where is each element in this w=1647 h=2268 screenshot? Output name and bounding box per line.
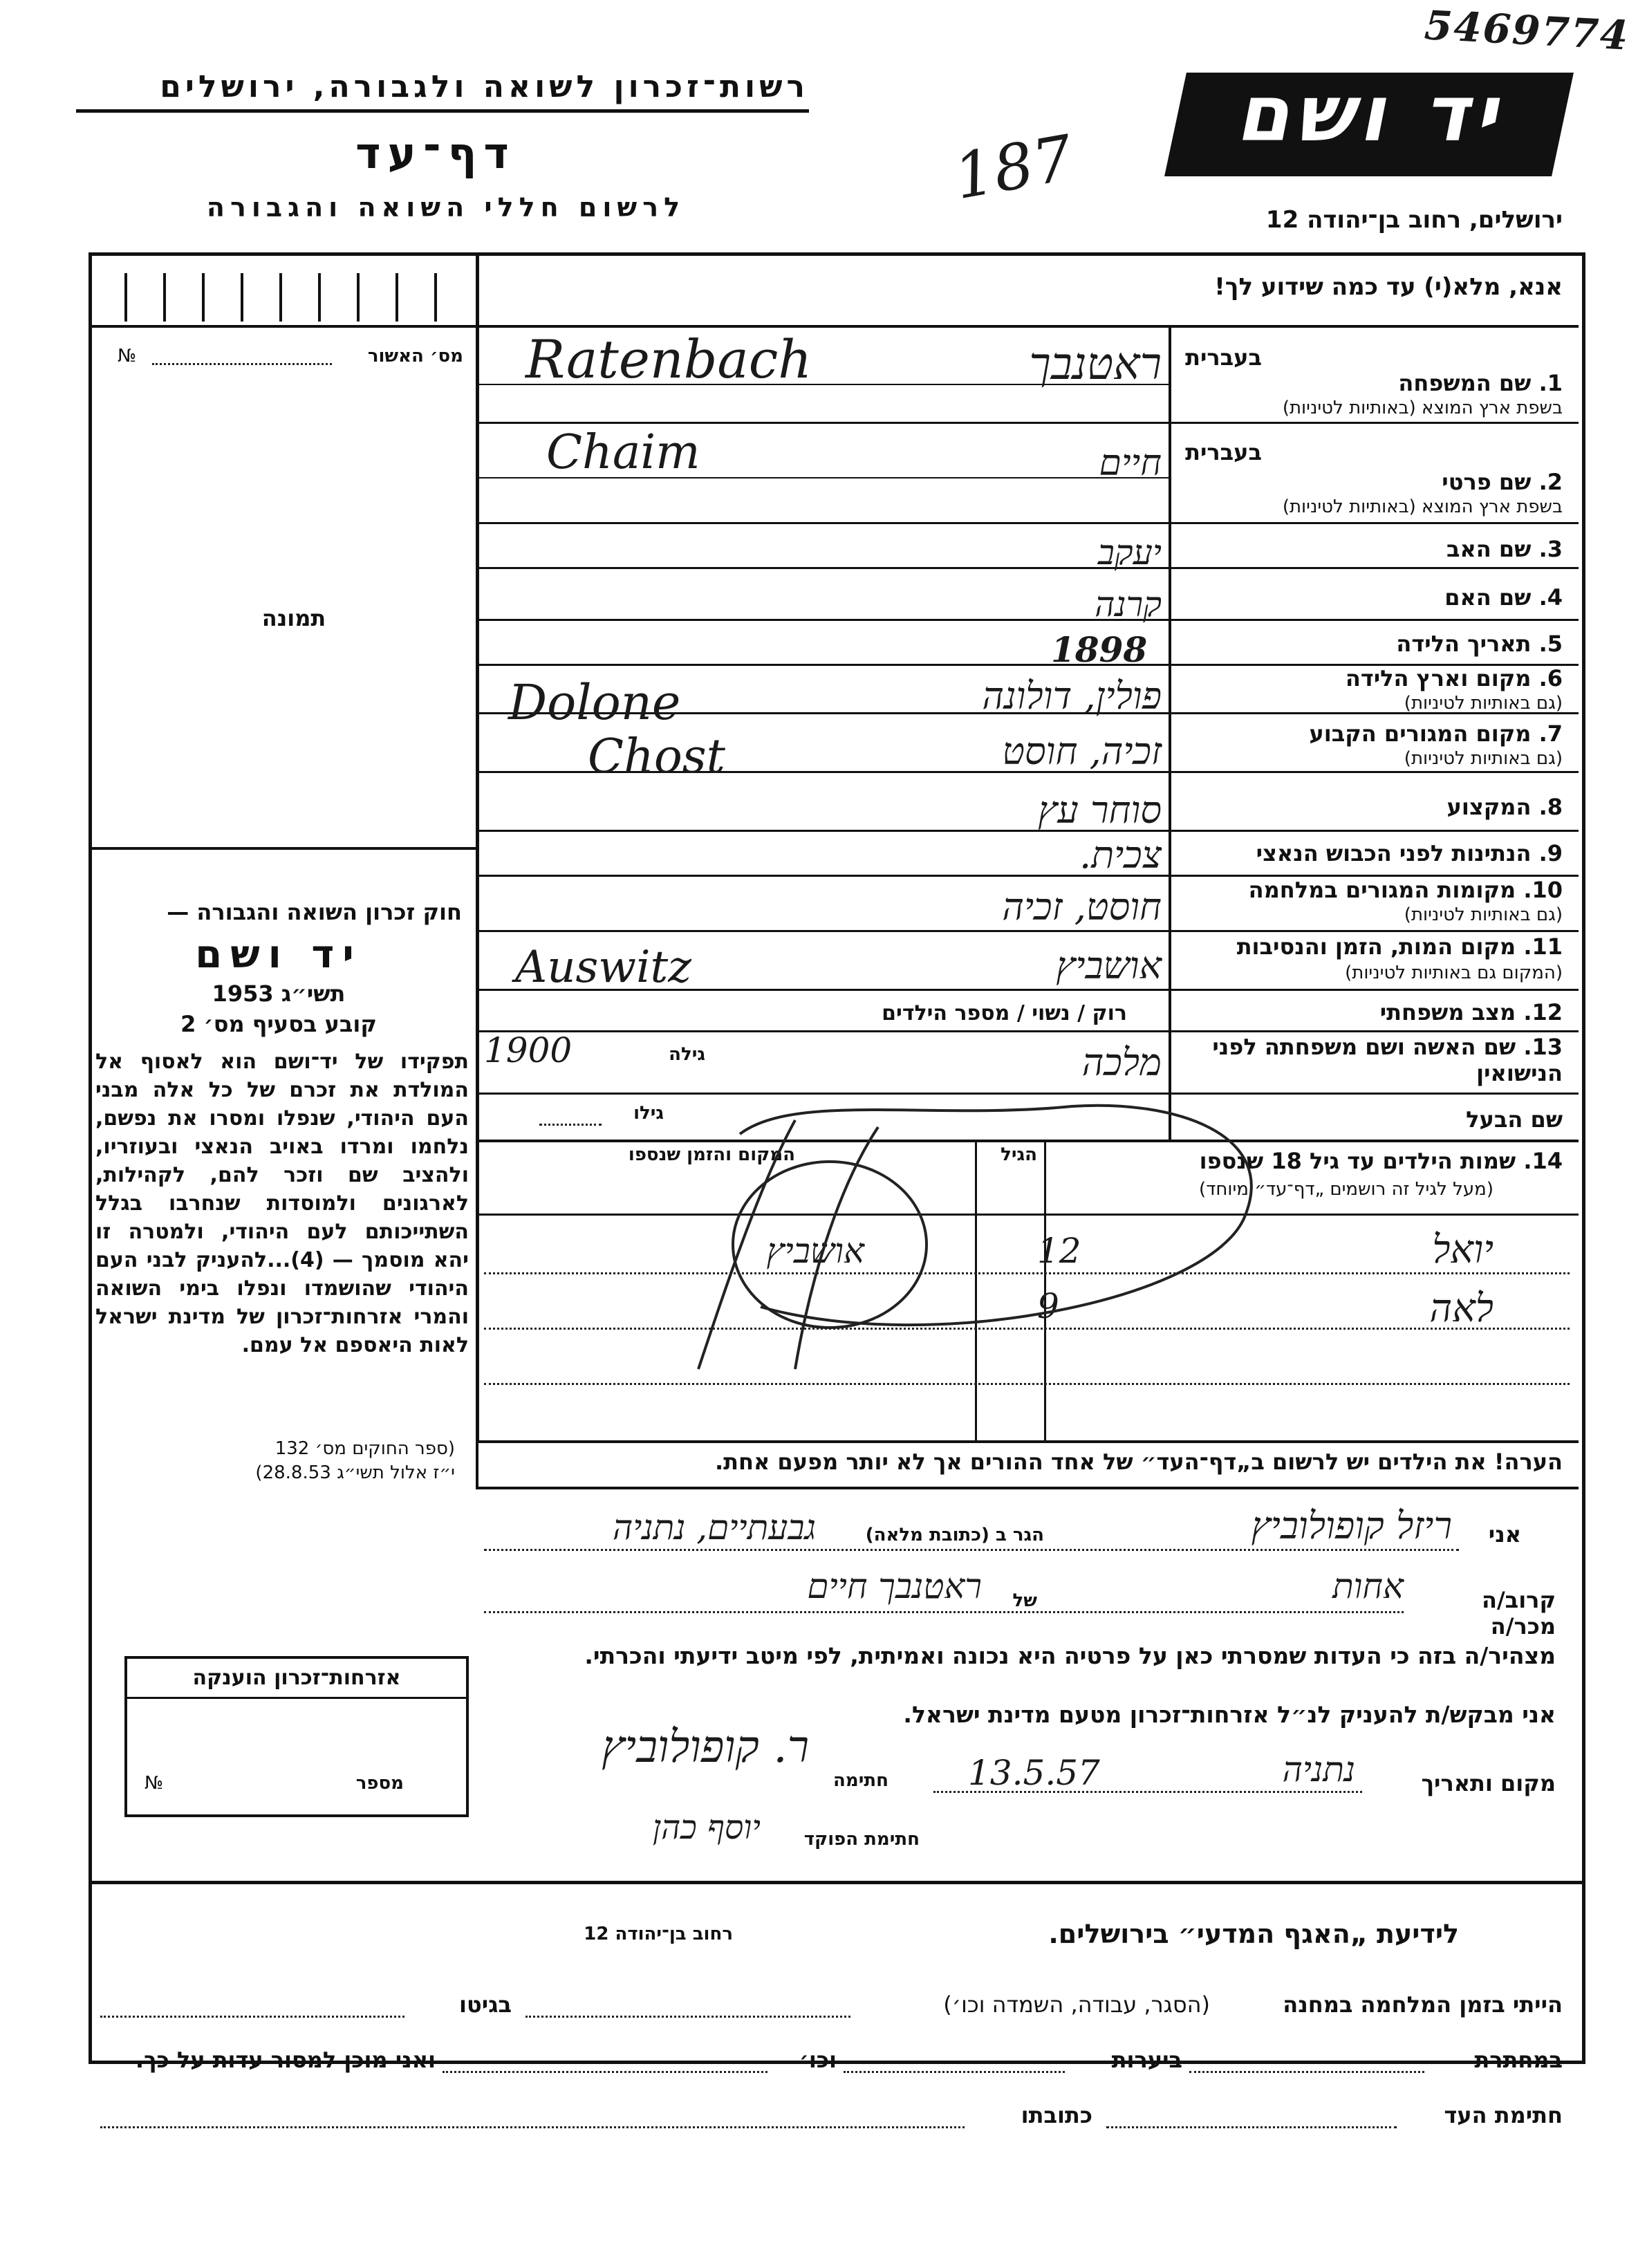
row-8-number: 8. bbox=[1538, 794, 1563, 820]
row-1-text: שם המשפחה bbox=[1398, 370, 1532, 396]
row-10-text: מקומות המגורים במלחמה bbox=[1248, 877, 1516, 903]
document-number: 5469774 bbox=[1423, 1, 1631, 59]
row-11-number: 11. bbox=[1523, 933, 1563, 960]
row-13-text: שם האשה ושם משפחתה לפני הנישואין bbox=[1212, 1034, 1563, 1086]
law-reference-2: י״ז אלול תשי״ג 28.8.53) bbox=[255, 1462, 455, 1483]
also-latin-label-6: (גם באותיות לטיניות) bbox=[1404, 693, 1563, 714]
row-line bbox=[476, 1030, 1579, 1032]
children-number: 14. bbox=[1523, 1148, 1563, 1174]
header-address: ירושלים, רחוב בן־יהודה 12 bbox=[1265, 206, 1563, 234]
first-name-hebrew[interactable]: חיים bbox=[1099, 443, 1162, 484]
row-13-number: 13. bbox=[1523, 1034, 1563, 1060]
row-line bbox=[476, 930, 1579, 932]
citizenship-number-mark: № bbox=[145, 1773, 164, 1794]
bottom-line2-field-1[interactable] bbox=[1189, 2071, 1424, 2073]
law-title: חוק זכרון השואה והגבורה — bbox=[167, 899, 462, 925]
law-section: קובע בסעיף מס׳ 2 bbox=[180, 1011, 377, 1037]
declarant-address[interactable]: גבעתיים, נתניה bbox=[612, 1507, 816, 1547]
law-reference-1: (ספר החוקים מס׳ 132 bbox=[274, 1438, 455, 1459]
children-age-header: הגיל bbox=[1001, 1144, 1037, 1165]
child-1-age[interactable]: 12 bbox=[1037, 1231, 1081, 1271]
bottom-line3-field-2[interactable] bbox=[100, 2126, 965, 2128]
bottom-line2-willing: ואני מוכן למסור עדות על כך. bbox=[135, 2047, 436, 2073]
declarant-resides-label: הגר ב (כתובת מלאה) bbox=[865, 1525, 1044, 1545]
bottom-line1-field-2[interactable] bbox=[100, 2016, 404, 2018]
death-place-hebrew[interactable]: אושביץ bbox=[1056, 944, 1162, 987]
wife-age[interactable]: 1900 bbox=[484, 1030, 573, 1070]
photo-label: תמונה bbox=[261, 605, 326, 631]
husband-age-label: גילו bbox=[633, 1103, 664, 1124]
row-4-text: שם האם bbox=[1444, 584, 1532, 611]
ink-scribbles bbox=[657, 1079, 1314, 1404]
row-5-number: 5. bbox=[1538, 631, 1563, 657]
row-8-text: המקצוע bbox=[1446, 794, 1532, 820]
bottom-address: רחוב בן־יהודה 12 bbox=[584, 1924, 733, 1944]
note-bottom-line bbox=[476, 1487, 1579, 1489]
row-5-label bbox=[1175, 631, 1563, 657]
children-place-header: המקום והזמן שנספו bbox=[628, 1144, 795, 1165]
yad-vashem-logo-text: יד ושם bbox=[1235, 69, 1503, 159]
declarant-i-label: אני bbox=[1488, 1521, 1521, 1547]
handwritten-reference: 187 bbox=[949, 121, 1079, 214]
row-2-number: 2. bbox=[1538, 469, 1563, 495]
father-name[interactable]: יעקב bbox=[1097, 532, 1162, 573]
first-name-latin[interactable]: Chaim bbox=[546, 425, 700, 480]
bottom-line1-camp: הייתי בזמן המלחמה במחנה bbox=[1283, 1991, 1563, 2018]
row-1-label bbox=[1175, 370, 1563, 396]
authority-name: רשות־זכרון לשואה ולגבורה, ירושלים bbox=[160, 69, 809, 104]
place-date-label: מקום ותאריך bbox=[1421, 1770, 1556, 1796]
bottom-line2-etc: וכו׳ bbox=[799, 2047, 837, 2073]
relation-label: קרוב/ה מכר/ה bbox=[1482, 1587, 1556, 1639]
relation-value[interactable]: אחות bbox=[1332, 1566, 1404, 1606]
citizenship-title: אזרחות־זכרון הוענקה bbox=[127, 1666, 466, 1699]
approval-number-mark: № bbox=[118, 346, 137, 366]
row-9-label bbox=[1175, 840, 1563, 866]
officer-label: חתימת הפוקד bbox=[803, 1829, 920, 1850]
row-10-number: 10. bbox=[1523, 877, 1563, 903]
row-2-text: שם פרטי bbox=[1442, 469, 1532, 495]
row-10-label bbox=[1175, 877, 1563, 903]
birth-date[interactable]: 1898 bbox=[1051, 629, 1148, 670]
approval-label: מס׳ האשור bbox=[367, 346, 463, 366]
row-12-text: מצב משפחתי bbox=[1379, 999, 1516, 1025]
children-sublabel: (מעל לגיל זה רושמים „דף־עד״ מיוחד) bbox=[1199, 1179, 1494, 1200]
bottom-line3-address: כתובתו bbox=[1021, 2102, 1092, 2128]
bottom-line3-field-1[interactable] bbox=[1106, 2126, 1397, 2128]
husband-name-label: שם הבעל bbox=[1466, 1106, 1563, 1133]
note-top-line bbox=[476, 1440, 1579, 1443]
row-6-text: מקום וארץ הלידה bbox=[1345, 665, 1532, 691]
row-12-number: 12. bbox=[1523, 999, 1563, 1025]
row-7-text: מקום המגורים הקבוע bbox=[1309, 721, 1532, 747]
row-line bbox=[476, 522, 1579, 524]
bottom-line2-forests: ביערות bbox=[1111, 2047, 1182, 2073]
row-5-text: תאריך הלידה bbox=[1396, 631, 1532, 657]
in-hebrew-label-2: בעברית bbox=[1185, 439, 1262, 465]
photo-divider bbox=[89, 847, 476, 850]
approval-boxes bbox=[124, 273, 470, 322]
place-value[interactable]: נתניה bbox=[1282, 1749, 1355, 1790]
row-7-number: 7. bbox=[1538, 721, 1563, 747]
bottom-line1-types: (הסגר, עבודה, השמדה וכו׳) bbox=[943, 1991, 1210, 2018]
row-1-number: 1. bbox=[1538, 370, 1563, 396]
row-3-label bbox=[1175, 536, 1563, 562]
law-text: תפקידו של יד־ושם הוא לאסוף אל המולדת את זכרם של כל אלה מבני העם היהודי, שנפלו ומסרו את נפשם, נלחמו ומרדו באויב הנאצי ובעוזריו, ולהציב שם וזכר להם, לקהילות, לארגונים ולמוסדות שנחרבו בגלל השתייכותם לעם היהודי, ולמטרה זו יהא מוסמך — (4)...להעניק לבני העם היהודי שהושמדו ונפלו בימי השואה והמרי אזרחות־זכרון של מדינת ישראל לאות היאספם אל עמם. bbox=[95, 1050, 469, 1357]
child-2-name[interactable]: לאה bbox=[1429, 1286, 1494, 1331]
authority-underline bbox=[76, 109, 809, 113]
place-latin-label-11: (המקום גם באותיות לטיניות) bbox=[1345, 963, 1563, 983]
bottom-title: לידיעת „האגף המדעי״ בירושלים. bbox=[1048, 1919, 1459, 1949]
husband-age-field[interactable] bbox=[539, 1124, 602, 1126]
relation-line bbox=[484, 1611, 1404, 1613]
marital-status-options[interactable]: רוק / נשוי / מספר הילדים bbox=[882, 1001, 1127, 1025]
row-9-number: 9. bbox=[1538, 840, 1563, 866]
row-8-label bbox=[1175, 794, 1563, 820]
child-1-name[interactable]: יואל bbox=[1432, 1227, 1494, 1272]
mother-name[interactable]: קרנה bbox=[1095, 584, 1162, 624]
law-year: תשי״ג 1953 bbox=[212, 980, 346, 1007]
row-3-text: שם האב bbox=[1446, 536, 1532, 562]
date-value[interactable]: 13.5.57 bbox=[968, 1753, 1100, 1793]
note-left-line bbox=[476, 1440, 478, 1489]
form-title: דף־עד bbox=[355, 128, 516, 178]
origin-language-label-1: בשפת ארץ המוצא (באותיות לטיניות) bbox=[1282, 398, 1563, 418]
row-6-label bbox=[1175, 665, 1563, 691]
intro-divider bbox=[476, 325, 1579, 328]
row-2-label bbox=[1175, 469, 1563, 495]
bottom-line1-field-1[interactable] bbox=[525, 2016, 850, 2018]
wartime-residence[interactable]: חוסט, זכיה bbox=[1002, 885, 1162, 929]
approval-number-field[interactable] bbox=[152, 363, 332, 365]
signature-value[interactable]: ר. קופולוביץ bbox=[602, 1722, 809, 1773]
death-place-latin[interactable]: Auswitz bbox=[515, 942, 691, 993]
row-6-number: 6. bbox=[1538, 665, 1563, 691]
row-9-text: הנתינות לפני הכבוש הנאצי bbox=[1256, 840, 1532, 866]
birth-place-hebrew[interactable]: פולין, דולונה bbox=[982, 674, 1162, 718]
note-text: הערה! את הילדים יש לרשום ב„דף־העד״ של אחד ההורים אך לא יותר מפעם אחת. bbox=[714, 1449, 1563, 1475]
residence-latin[interactable]: Chost bbox=[588, 729, 725, 784]
bottom-line3-witness-signature: חתימת העד bbox=[1444, 2102, 1563, 2128]
child-2-age[interactable]: 9 bbox=[1037, 1286, 1059, 1326]
left-column-divider bbox=[476, 252, 479, 1442]
of-label: של bbox=[1012, 1590, 1037, 1611]
form-subtitle: לרשום חללי השואה והגבורה bbox=[206, 192, 686, 223]
law-logo: יד ושם bbox=[195, 932, 362, 977]
signature-label: חתימה bbox=[833, 1770, 888, 1791]
declarant-name[interactable]: ריזל קופולוביץ bbox=[1251, 1504, 1452, 1547]
row-line bbox=[476, 422, 1579, 424]
child-1-place[interactable]: אושביץ bbox=[766, 1231, 864, 1271]
officer-signature[interactable]: יוסף כהן bbox=[652, 1808, 761, 1847]
declarant-address-line bbox=[484, 1549, 1459, 1551]
also-latin-label-10: (גם באותיות לטיניות) bbox=[1404, 904, 1563, 925]
row-7-label bbox=[1175, 721, 1563, 747]
row-11-label bbox=[1175, 933, 1563, 960]
approval-divider bbox=[89, 325, 476, 328]
citizenship-box bbox=[124, 1656, 469, 1817]
label-column-divider bbox=[1169, 325, 1171, 1140]
bottom-line1-ghetto: בגיטו bbox=[459, 1991, 512, 2018]
row-4-label bbox=[1175, 584, 1563, 611]
bottom-line2-underground: במחתרת bbox=[1474, 2047, 1563, 2073]
occupation[interactable]: סוחר עץ bbox=[1038, 788, 1162, 832]
row-11-text: מקום המות, הזמן והנסיבות bbox=[1236, 933, 1516, 960]
bottom-section-line bbox=[89, 1881, 1582, 1884]
form-intro: אנא, מלא(י) עד כמה שידוע לך! bbox=[1214, 273, 1563, 301]
wife-age-label: גילה bbox=[669, 1044, 705, 1065]
also-latin-label-7: (גם באותיות לטיניות) bbox=[1404, 748, 1563, 769]
request-text: אני מבקש/ת להעניק לנ״ל אזרחות־זכרון מטעם מדינת ישראל. bbox=[903, 1701, 1556, 1728]
place-date-line bbox=[933, 1791, 1362, 1793]
family-name-latin[interactable]: Ratenbach bbox=[525, 328, 812, 390]
residence-hebrew[interactable]: זכיה, חוסט bbox=[1002, 729, 1162, 773]
bottom-line2-field-3[interactable] bbox=[443, 2071, 767, 2073]
children-text: שמות הילדים עד גיל 18 שנספו bbox=[1199, 1148, 1516, 1174]
origin-language-label-2: בשפת ארץ המוצא (באותיות לטיניות) bbox=[1282, 496, 1563, 517]
in-hebrew-label-1: בעברית bbox=[1185, 344, 1262, 371]
declaration-text: מצהיר/ה בזה כי העדות שמסרתי כאן על פרטיה היא נכונה ואמיתית, לפי מיטב ידיעתי והכרתי. bbox=[584, 1642, 1556, 1669]
row-3-number: 3. bbox=[1538, 536, 1563, 562]
wife-name[interactable]: מלכה bbox=[1081, 1041, 1162, 1084]
citizenship-number-label: מספר bbox=[355, 1773, 404, 1794]
birth-place-latin[interactable]: Dolone bbox=[508, 674, 681, 731]
of-name[interactable]: ראטנבך חיים bbox=[807, 1566, 982, 1606]
bottom-line2-field-2[interactable] bbox=[844, 2071, 1065, 2073]
family-name-hebrew[interactable]: ראטנבך bbox=[1029, 339, 1162, 390]
row-4-number: 4. bbox=[1538, 584, 1563, 611]
nationality[interactable]: צכית. bbox=[1079, 833, 1162, 877]
row-12-label bbox=[1175, 999, 1563, 1025]
